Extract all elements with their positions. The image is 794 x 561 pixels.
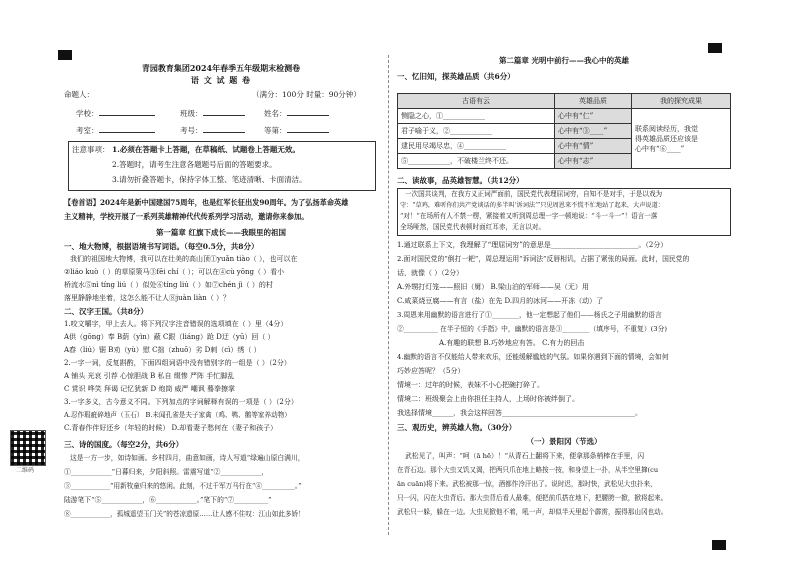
story-line: 一次国共谈判，在我方义正词严面前，国民党代表理屈词穷，自知不是对手，于是以戏为	[405, 190, 663, 198]
table-cell[interactable]: 君子喻于义，②____________	[398, 124, 555, 139]
q2-line: 1.咬文嚼字，甲上去人。将下列汉字注音错误的选项填在（ ）里（4分）	[64, 320, 288, 328]
qr-code-label: 二维码	[16, 467, 35, 474]
q1-title: 一、地大物博，根据语境书写词语。（每空0.5分，共8分）	[64, 242, 259, 251]
notice-item: 2.答题时，请考生注意各题题号后面的答题要求。	[112, 160, 277, 169]
q3-line: 这是一方一步，如诗如画。乡村四月，曲意如画，诗人写道“绿遍山原白满川，	[70, 454, 305, 462]
grade-field[interactable]: 等第：	[264, 125, 329, 135]
q2-line: C.青春作伴好还乡（年轻的时候） D.却看妻子愁何在（妻子和孩子）	[64, 424, 278, 432]
r-q2-line: 话，就像（ ）（2分）	[397, 269, 464, 277]
exam-subtitle: 语 文 试 题 卷	[190, 75, 252, 85]
r-q2-line: 情境一：过年的时候，表妹不小心把碗打碎了。	[397, 381, 544, 389]
q3-line: ⑧____________，孤城遥望玉门关”的苍凉遗原……让人感不住叹：江山如此多娇！	[64, 510, 305, 518]
table-cell[interactable]: ⑤____________，不破楼兰终不还。	[398, 154, 555, 169]
name-field[interactable]: 姓名：	[264, 108, 329, 118]
right-page	[395, 0, 733, 561]
q2-line: A供（gōng）奉 B荫（yìn）蔽 C跟（liáng）跄 D迂（yū）回（ ）	[64, 333, 275, 341]
table-cell[interactable]: 逮民用尽竭尽忠，④____________	[398, 139, 555, 154]
q2-title: 二、汉字王国。（共8分）	[64, 307, 148, 316]
story-line: 守：“草鸡，难听你们共产党谈话的多半叫‘诉词法’”只见周恩来不慌不忙地站了起来，大声说道：	[400, 202, 664, 209]
q1-line: 桥流水⑤nì tíng liú（ ）似处⑥tíng liú（ ）如⑦chén jì（ ）的村	[64, 281, 273, 289]
r-q2-line: 2.面对国民党的“倒打一耙”，周总理运用“诉词法”反唇相讥，占据了紧张的局面。此时，国民党的	[397, 255, 690, 263]
story-line: 全场哑然，国民党代表顿时面红耳赤，无言以对。	[400, 223, 546, 231]
r-q3-title: 三、观历史，辨英雄人物。（30分）	[397, 423, 517, 432]
q1-line: 我们的祖国地大物博，我可以在壮美的高山顶①yuǎn tiào（ ），也可以在	[70, 255, 298, 263]
r-q2-option: C.咸菜烧豆腐——有言（盐）在先 D.四月的冰河——开冻（动）了	[397, 297, 604, 305]
story-line: “对！”在场所有人不禁一楞，紧接着又听到周总理一字一顿地说：“斗一斗一”！语言一落	[400, 212, 658, 220]
passage-line: 在青石边。那个大虫又饥又渴，把两只爪在地上略按一按，和身望上一扑，从半空里撺(cu	[397, 466, 659, 474]
passage-line: 只一闪，闪在大虫背后。那大虫背后看人最难，便把前爪搭在地下，把腰胯一掀，掀将起来。	[397, 494, 668, 502]
r-q2-line: 4.幽默的语言不仅能给人带来欢乐，还能缓解尴尬的气氛。如果你遇到下面的情境，会如何	[397, 353, 669, 361]
result-cell[interactable]: 联系阅读经历，我觉 得英雄品质还应该是 心中有“⑥____”	[632, 109, 731, 169]
passage-line: 武松只一躲，躲在一边。大虫见掀他不着，吼一声，却似半天里起个霹雳，振得那山冈也动。	[397, 508, 668, 516]
q3-line: 陆游笔下“⑤____________，⑥____________。”笔下的“⑦__________”	[64, 496, 272, 504]
r-q2-option: A.有趣的联想 B.巧妙地应有答。 C.有力的回击	[439, 339, 585, 347]
r-q2-title: 二、读故事，品英雄智慧。（共12分）	[397, 176, 524, 185]
page-divider	[388, 55, 389, 535]
notice-item: 1.必须在答题卡上答题，在草稿纸、试题卷上答题无效。	[112, 145, 300, 154]
q2-line: A.忍作瑕疵碎地声（玉石） B.未闻孔雀是夫子家禽（鸡、鸭、鹅等家养动物）	[64, 411, 291, 419]
r-q2-option: A.外甥打灯笼——照旧（舅） B.梁山泊的军师——吴（无）用	[397, 283, 589, 291]
q1-line: ②liáo kuò（ ）的草原策马③fēi chí（ ）；可以在④cù yōng（ ）看小	[64, 268, 285, 276]
part1-title: 第一篇章 红旗下成长——我眼里的祖国	[155, 228, 287, 237]
qr-code-icon	[10, 430, 46, 466]
r-q1-title: 一、忆旧知，探英雄品质（共6分）	[397, 72, 515, 81]
class-field[interactable]: 班级：	[180, 108, 245, 118]
table-header: 英雄品质	[555, 94, 632, 109]
q2-line: A舂（liú）锯 B劝（yù）慰 C拙（zhuō）劣 D刺（cì）绣（ ）	[64, 346, 261, 354]
r-q2-line: 3.周恩来用幽默的语言进行了①________，他一定想起了他们——杨氏之子用幽默的语言	[397, 311, 662, 319]
part2-title: 第二篇章 光明中前行——我心中的英雄	[498, 56, 630, 65]
q2-line: 2.一字一词，反复斟酌，下面四组词语中没有错别字的一组是（ ）（2分）	[64, 359, 291, 367]
q3-title: 三、诗的国度。（每空2分，共6分）	[64, 440, 184, 449]
notice-label: 注意事项：	[72, 145, 110, 154]
r-q2-line: 巧妙应答呢？（5分）	[397, 367, 465, 375]
q1-line: 落里静静地坐着，这怎么能不让人⑧juàn liàn（ ）？	[64, 294, 230, 302]
table-cell: 心中有“情”	[555, 139, 632, 154]
left-page	[62, 0, 380, 561]
exam-number-field[interactable]: 考号：	[180, 125, 245, 135]
table-cell: 心中有“仁”	[555, 109, 632, 124]
passage-line: ān cuān)将下来。武松被那一惊，酒都作冷汗出了。说时迟，那时快，武松见大虫扑来，	[397, 480, 657, 488]
passage-line: 武松见了，叫声：“呵（ā hē）！”从青石上翻将下来，便拿那条梢棒在手里，闪	[405, 452, 645, 460]
q2-line: C 赏识 哗笑 拜谒 记忆犹新 D 炮筒 威严 嘲讽 蓦拳擦掌	[64, 385, 235, 393]
notice-item: 3.请勿折叠答题卡，保持字体工整、笔迹清晰、卡面清洁。	[112, 175, 307, 184]
q2-line: 3.一字多义，古今意义不同。下列加点的字词解释有误的一项是（ ）（2分）	[64, 398, 298, 406]
r-q2-line: ②__________ 在半子恒的《手指》中，幽默的语言是③________（填序号，不重复）(3分)	[397, 325, 668, 333]
table-cell: 心中有“志”	[555, 154, 632, 169]
room-field[interactable]: 考室：	[76, 125, 155, 135]
r-q2-answer-line[interactable]: 我选择情境______，我会这样回答______________________________________。	[397, 409, 642, 417]
q2-line: A 铺头 光哀 引荐 心惊胆战 B 私自 缀惨 严阵 手忙脚乱	[64, 372, 235, 380]
table-cell[interactable]: 心中有“③____”	[555, 124, 632, 139]
table-header: 我的探究成果	[632, 94, 731, 109]
preface-line: 主义精神，学校开展了一系列英雄精神代代传系列学习活动，邀请你来参加。	[64, 212, 309, 221]
q3-line: ①____________”日暮归来，夕阳斜照。雷震写道“②____________，	[64, 468, 269, 476]
school-field[interactable]: 学校：	[76, 108, 155, 118]
passage-title: （一）景阳冈（节选）	[526, 437, 602, 446]
r-q2-line: 情境二：班级聚会上由你担任主持人，上场时你被绊倒了。	[397, 395, 579, 403]
table-cell[interactable]: 恻隐之心，①____________	[398, 109, 555, 124]
preface-line: 【卷首语】2024年是新中国建国75周年，也是红军长征出发90周年。为了弘扬革命英雄	[64, 198, 349, 207]
author-label: 命题人：	[64, 90, 94, 99]
table-header: 古语有云	[398, 94, 555, 109]
r-q2-line: 1.通过联系上下文，我理解了“理屈词穷”的意思是_________________________。（2分）	[397, 241, 668, 249]
q3-line: ③____________”用新牧童归来的悠闲。此刻，不过千军万马行在“④__________。”	[64, 482, 302, 490]
score-time: （满分：100分 时量：90分钟）	[252, 90, 361, 99]
exam-title: 青园教育集团2024年春季五年级期末检测卷	[141, 63, 301, 73]
hero-quality-table	[397, 93, 731, 169]
